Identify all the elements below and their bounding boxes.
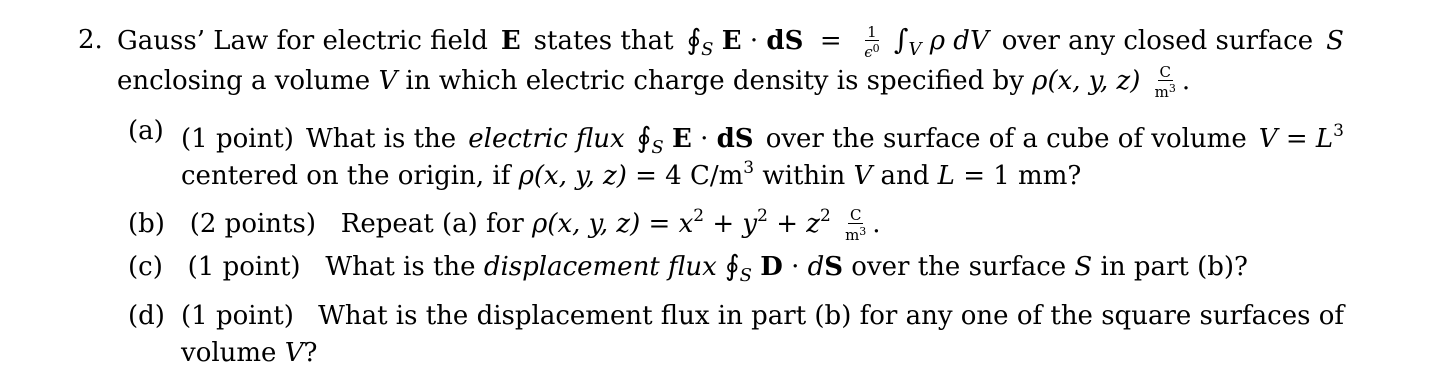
problem-statement-line-1-body (117, 24, 1344, 66)
period: . (872, 209, 881, 239)
statement-closing: over any closed surface (1001, 26, 1314, 56)
problem-statement-line-2 (117, 64, 1190, 100)
one-over-epsilon0 (862, 24, 881, 60)
unit-m: m (845, 226, 860, 244)
surface-S: S (1074, 252, 1093, 282)
exponent: 3 (1333, 121, 1344, 141)
fraction-denominator (862, 41, 881, 60)
unit-coulomb-per-m3 (843, 207, 868, 243)
exponent: 2 (819, 206, 831, 226)
part-a-line-2 (181, 152, 1081, 192)
rho-xyz: ρ(x, y, z) (1032, 66, 1141, 96)
length-value: = 1 mm? (963, 161, 1082, 191)
exponent: 2 (693, 206, 705, 226)
density-value: = 4 C/m (635, 161, 744, 191)
part-d-volume: volume (181, 338, 277, 368)
volume-V: V (853, 161, 873, 191)
volume-integral-symbol: ∫ (893, 23, 909, 56)
part-b (128, 200, 881, 243)
part-points: (1 point) (181, 124, 294, 154)
dot-operator: · (749, 26, 759, 56)
part-label: (b) (128, 209, 165, 239)
emphasis-displacement-flux: displacement flux (483, 252, 717, 282)
plus-sign: + (712, 209, 735, 239)
line2-period: . (1181, 66, 1191, 96)
emphasis-electric-flux: electric flux (468, 124, 625, 154)
integral-surface-subscript: S (651, 137, 664, 158)
rho-dV: ρ dV (929, 26, 989, 56)
length-L: L (1315, 124, 1334, 154)
unit-coulomb-per-m3 (1153, 64, 1178, 100)
part-text: Repeat (a) for (340, 209, 524, 239)
volume-V: V (378, 66, 398, 96)
closed-integral-symbol: ∮ (686, 23, 702, 56)
length-L: L (937, 161, 955, 191)
field-symbol-E: E (500, 26, 521, 56)
part-text-2: over the surface of a cube of volume (765, 124, 1247, 154)
dot-operator: · (700, 124, 709, 154)
integral-surface-subscript: S (739, 265, 752, 286)
rho-xyz: ρ(x, y, z) (532, 209, 641, 239)
statement-intro: Gauss’ Law for electric field (117, 26, 488, 56)
var-z: z (806, 209, 820, 239)
vector-S: S (824, 252, 844, 282)
part-a-label (128, 115, 164, 147)
vector-E: E (721, 26, 742, 56)
volume-equation (1259, 115, 1344, 155)
closed-integral-symbol: ∮ (725, 249, 740, 282)
vector-D: D (760, 252, 783, 282)
part-c (128, 250, 1248, 292)
vector-dS: dS (766, 26, 804, 56)
part-d-label (128, 300, 165, 332)
unit-numerator: C (849, 206, 862, 224)
fraction-numerator: 1 (867, 23, 877, 41)
part-label: (c) (128, 252, 163, 282)
part-a-within: within (762, 161, 846, 191)
part-text-2: over the surface (851, 252, 1067, 282)
part-points: (2 points) (189, 209, 316, 239)
part-points: (1 point) (187, 252, 301, 282)
part-text: What is the (306, 124, 457, 154)
closed-integral-symbol: ∮ (636, 121, 652, 154)
part-d-line-1 (181, 300, 1344, 332)
part-text-3: in part (b)? (1100, 252, 1248, 282)
unit-denominator (1153, 81, 1178, 100)
statement-states-that: states that (533, 26, 674, 56)
problem-statement-line-1 (78, 24, 103, 56)
epsilon: ϵ (864, 43, 873, 61)
exponent: 3 (743, 158, 755, 178)
unit-exp: 3 (859, 225, 867, 238)
gauss-law-equation (687, 24, 989, 66)
unit-m: m (1154, 83, 1169, 101)
unit-exp: 3 (1168, 82, 1176, 95)
line2-pre: enclosing a volume (117, 66, 371, 96)
var-x: x (678, 209, 694, 239)
dot-operator: · (791, 252, 800, 282)
volume-V: V (284, 338, 304, 368)
rho-xyz: ρ(x, y, z) (518, 161, 627, 191)
epsilon-subscript: 0 (872, 42, 880, 55)
part-points: (1 point) (181, 301, 294, 331)
closing-surface-S: S (1326, 26, 1344, 56)
plus-sign: + (776, 209, 798, 239)
part-label: (d) (128, 301, 165, 331)
line2-mid: in which electric charge density is specified by (405, 66, 1024, 96)
part-label: (a) (128, 116, 164, 146)
equals-sign: = (1285, 124, 1308, 154)
part-d-line-2 (181, 337, 317, 369)
vector-dS: dS (716, 124, 754, 154)
volume-V: V (1258, 124, 1278, 154)
vector-E: E (672, 124, 692, 154)
unit-denominator (843, 224, 868, 243)
integral-surface-subscript: S (701, 39, 714, 60)
question-mark: ? (303, 338, 318, 368)
equals-sign: = (648, 209, 671, 239)
part-text: What is the displacement flux in part (b) for any one of the square surfaces of (318, 301, 1344, 331)
exponent: 2 (757, 206, 768, 226)
part-a-text-3: centered on the origin, if (181, 161, 511, 191)
differential-d: d (807, 252, 825, 282)
problem-number: 2. (78, 25, 103, 55)
volume-subscript: V (908, 39, 922, 60)
part-a-and: and (880, 161, 930, 191)
var-y: y (742, 209, 758, 239)
part-text: What is the (325, 252, 476, 282)
unit-numerator: C (1159, 63, 1172, 81)
equals-sign: = (819, 26, 842, 56)
